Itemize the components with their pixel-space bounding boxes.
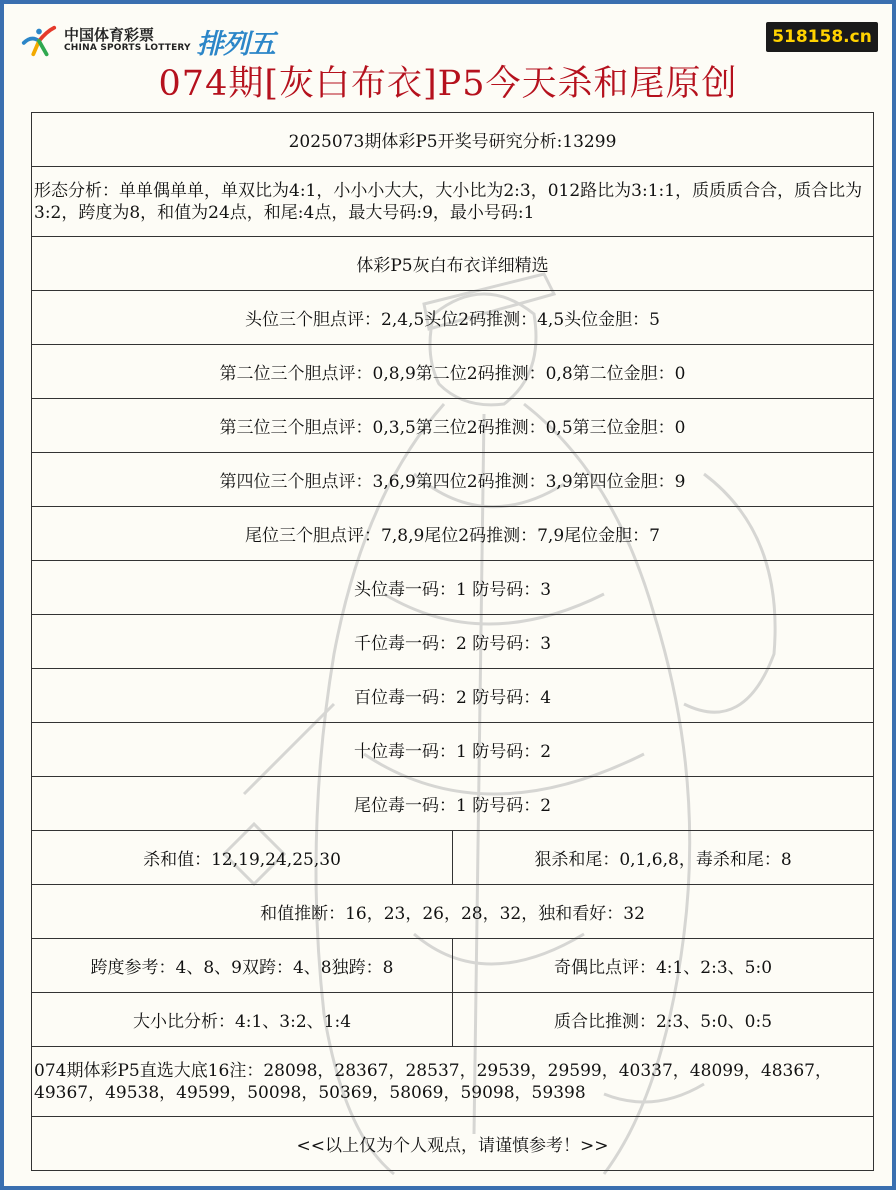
- row-kill-3: 百位毒一码：2 防号码：4: [32, 669, 874, 723]
- row-sum-forecast: 和值推断：16，23，26，28，32，独和看好：32: [32, 885, 874, 939]
- row-direct-picks: 074期体彩P5直选大底16注：28098，28367，28537，29539，29599，40337，48099，48367，49367，49538，49599，50098，50369，58069，59098，59398: [32, 1047, 874, 1117]
- row-last-draw: 2025073期体彩P5开奖号研究分析:13299: [32, 113, 874, 167]
- page-title: 074期[灰白布衣]P5今天杀和尾原创: [158, 64, 738, 104]
- row-position-5: 尾位三个胆点评：7,8,9尾位2码推测：7,9尾位金胆：7: [32, 507, 874, 561]
- row-position-4: 第四位三个胆点评：3,6,9第四位2码推测：3,9第四位金胆：9: [32, 453, 874, 507]
- logo-game-name: 排列五: [196, 28, 275, 60]
- row-pattern-analysis: 形态分析：单单偶单单，单双比为4:1，小小小大大，大小比为2:3，012路比为3:1:1，质质质合合，质合比为3:2，跨度为8，和值为24点，和尾:4点，最大号码:9，最小号码:1: [32, 167, 874, 237]
- row-span-reference: 跨度参考：4、8、9双跨：4、8独跨：8: [32, 939, 453, 993]
- row-kill-2: 千位毒一码：2 防号码：3: [32, 615, 874, 669]
- row-prime-composite: 质合比推测：2:3、5:0、0:5: [453, 993, 874, 1047]
- row-kill-5: 尾位毒一码：1 防号码：2: [32, 777, 874, 831]
- logo-cn-text: 中国体育彩票: [64, 26, 155, 45]
- row-section-heading: 体彩P5灰白布衣详细精选: [32, 237, 874, 291]
- row-kill-4: 十位毒一码：1 防号码：2: [32, 723, 874, 777]
- logo-en-text: CHINA SPORTS LOTTERY: [64, 43, 191, 54]
- row-kill-sum: 杀和值：12,19,24,25,30: [32, 831, 453, 885]
- row-big-small: 大小比分析：4:1、3:2、1:4: [32, 993, 453, 1047]
- china-sports-lottery-logo-icon: [20, 22, 58, 60]
- row-position-3: 第三位三个胆点评：0,3,5第三位2码推测：0,5第三位金胆：0: [32, 399, 874, 453]
- row-position-1: 头位三个胆点评：2,4,5头位2码推测：4,5头位金胆：5: [32, 291, 874, 345]
- site-badge[interactable]: 518158.cn: [766, 22, 878, 52]
- row-odd-even: 奇偶比点评：4:1、2:3、5:0: [453, 939, 874, 993]
- row-position-2: 第二位三个胆点评：0,8,9第二位2码推测：0,8第二位金胆：0: [32, 345, 874, 399]
- header: [4, 4, 892, 110]
- analysis-table: [31, 112, 874, 1171]
- row-disclaimer: <<以上仅为个人观点，请谨慎参考！>>: [32, 1117, 874, 1171]
- row-kill-1: 头位毒一码：1 防号码：3: [32, 561, 874, 615]
- row-kill-sum-tail: 狠杀和尾：0,1,6,8，毒杀和尾：8: [453, 831, 874, 885]
